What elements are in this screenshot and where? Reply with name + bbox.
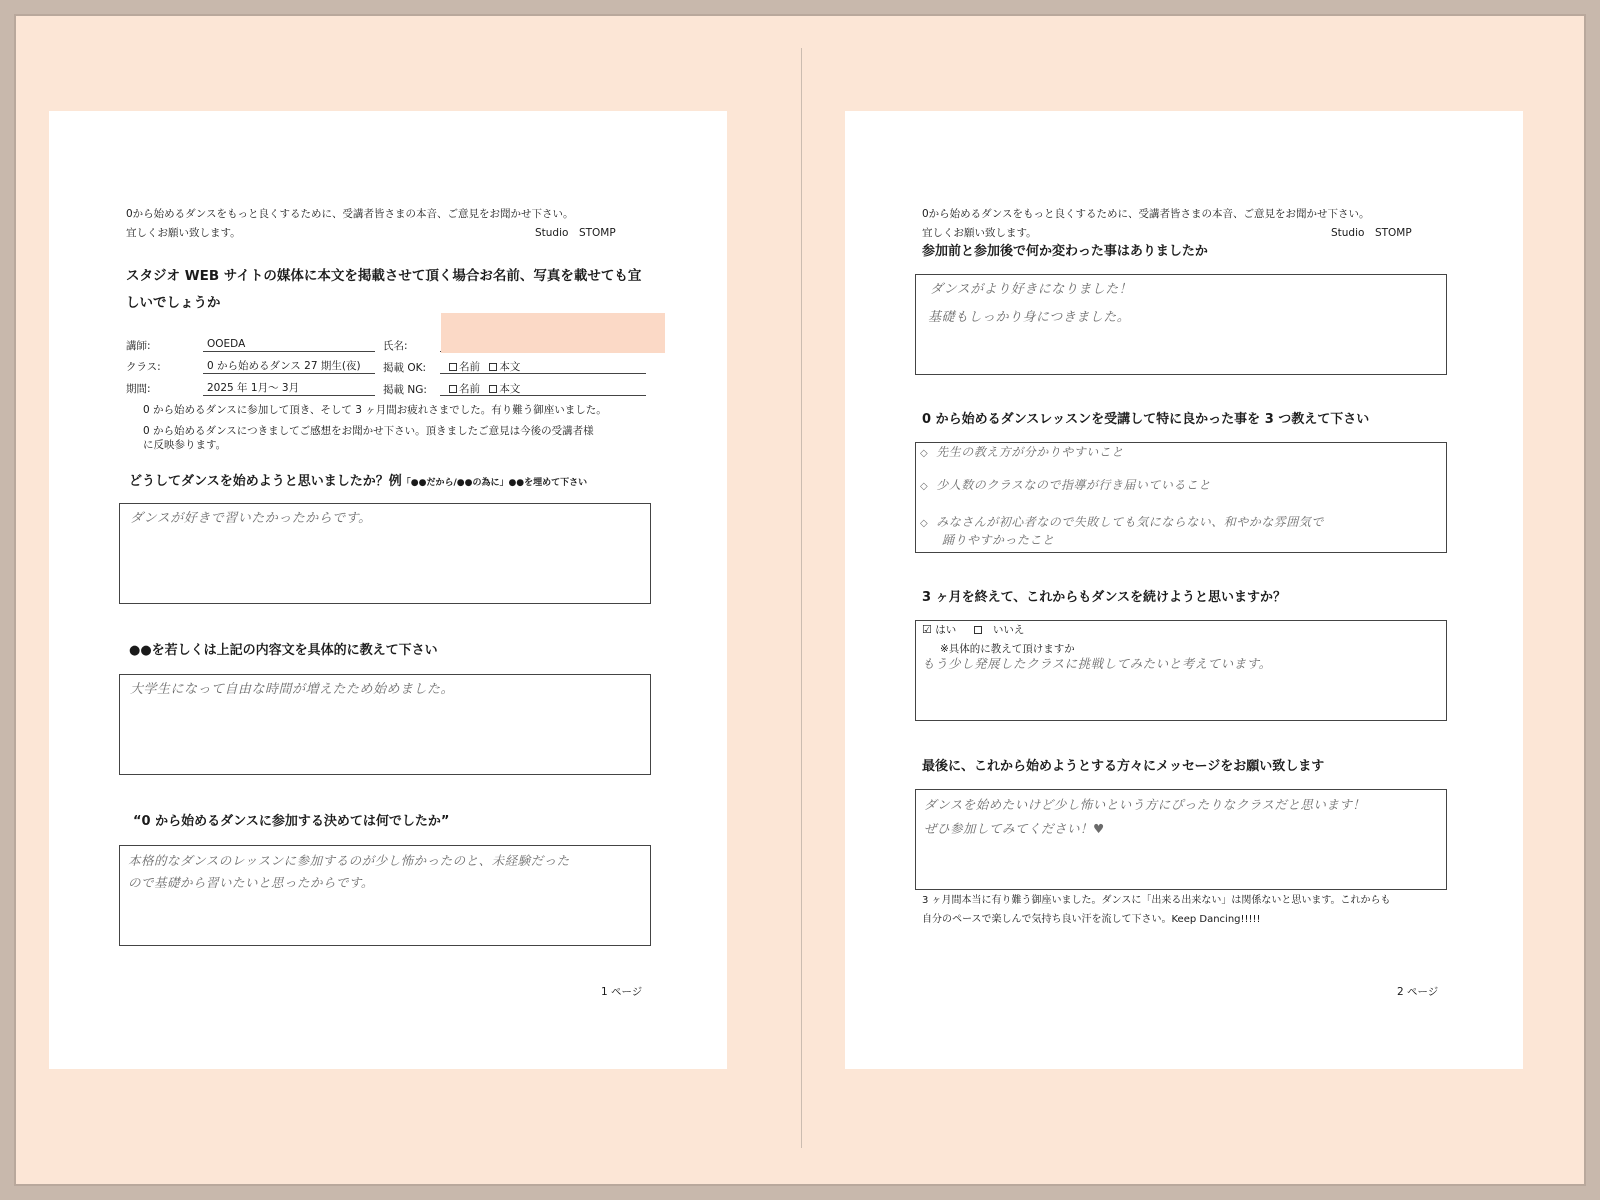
q7-answer-line2: ぜひ参加してみてください！♥ [924,821,1105,836]
diamond-bullet-icon: ◇ [920,518,929,529]
q6-options [922,623,1024,637]
closing-line2: 自分のペースで楽しんで気持ち良い汗を流して下さい。Keep Dancing!!!!! [922,914,1261,925]
header-intro-p2: 0から始めるダンスをもっと良くするために、受講者皆さまの本音、ご意見をお聞かせ下さい。 [922,208,1370,220]
publish-question-line2: しいでしょうか [126,295,221,311]
header-intro: 0から始めるダンスをもっと良くするために、受講者皆さまの本音、ご意見をお聞かせ下さい。 [126,208,574,220]
class-label: クラス: [126,361,161,373]
diamond-bullet-icon: ◇ [920,481,929,492]
ok-text-label: 本文 [499,361,521,373]
q5-item-1-text: 先生の教え方が分かりやすいこと [936,445,1124,459]
q5-answer-box[interactable] [915,442,1447,553]
ng-name-label: 名前 [459,383,480,395]
diamond-bullet-icon: ◇ [920,448,929,459]
instructor-underline [203,351,375,352]
ask-text-line1: 0 から始めるダンスにつきましてご感想をお聞かせ下さい。頂きましたご意見は今後の受講者様 [143,425,594,437]
publish-ng-underline [440,395,646,396]
q6-answer: もう少し発展したクラスに挑戦してみたいと考えています。 [922,656,1272,671]
class-underline [203,373,375,374]
q4-answer-line1: ダンスがより好きになりました！ [930,282,1133,297]
period-label: 期間: [126,383,151,395]
q1-answer-box[interactable] [119,503,651,604]
instructor-value: OOEDA [207,338,246,350]
q4-answer-line2: 基礎もしっかり身につきました。 [928,310,1131,325]
ok-name-checkbox[interactable] [449,363,457,371]
ask-text-line2: に反映参ります。 [143,439,227,451]
thanks-text: 0 から始めるダンスに参加して頂き、そして 3 ヶ月間お疲れさまでした。有り難う御座いました。 [143,404,607,416]
q6-yes-label: はい [935,624,957,636]
closing-line1: 3 ヶ月間本当に有り難う御座いました。ダンスに「出来る出来ない」は関係ないと思います。これからも [922,895,1391,906]
q7-answer-line1: ダンスを始めたいけど少し怖いという方にぴったりなクラスだと思います！ [924,797,1366,812]
q5-item-3-text: みなさんが初心者なので失敗しても気にならない、和やかな雰囲気で [936,515,1324,529]
q6-note: ※具体的に教えて頂けますか [940,643,1075,655]
period-value: 2025 年 1月～ 3月 [207,382,300,394]
instructor-label: 講師: [126,340,151,352]
q1-answer: ダンスが好きで習いたかったからです。 [130,511,372,526]
page-2 [845,111,1523,1069]
q1-text: どうしてダンスを始めようと思いましたか？例 [129,474,402,489]
publish-ok-label: 掲載 OK: [383,362,427,374]
ok-name-label: 名前 [459,361,480,373]
page-1 [49,111,727,1069]
q3-answer-line1: 本格的なダンスのレッスンに参加するのが少し怖かったのと、未経験だった [128,853,570,868]
q3-answer-line2: ので基礎から習いたいと思ったからです。 [128,875,374,890]
header-studio-p2: Studio STOMP [1331,227,1412,239]
header-studio: Studio STOMP [535,227,616,239]
publish-ok-underline [440,373,646,374]
publish-ng-options [449,382,520,396]
redacted-name [441,313,665,353]
q5-item-2 [920,474,1211,498]
q5-heading: 0 から始めるダンスレッスンを受講して特に良かった事を 3 つ教えて下さい [922,412,1370,427]
q5-item-3-cont: 踊りやすかったこと [942,533,1055,547]
q3-heading: “0 から始めるダンスに参加する決めては何でしたか” [133,814,450,829]
name-label: 氏名: [383,340,408,352]
publish-ok-options [449,360,520,374]
ng-name-checkbox[interactable] [449,385,457,393]
q1-example: 「●●だから/●●の為に」●●を埋めて下さい [401,478,588,488]
q4-heading: 参加前と参加後で何か変わった事はありましたか [922,244,1208,259]
page-1-number: 1 ページ [601,986,643,998]
ng-text-label: 本文 [499,383,521,395]
q5-item-2-text: 少人数のクラスなので指導が行き届いていること [936,478,1211,492]
page-divider [801,48,802,1148]
q2-answer-box[interactable] [119,674,651,775]
q2-answer: 大学生になって自由な時間が増えたため始めました。 [130,682,455,697]
q2-heading: ●●を若しくは上記の内容文を具体的に教えて下さい [129,643,438,658]
q3-answer-box[interactable] [119,845,651,946]
q5-item-1 [920,441,1124,465]
header-regards: 宜しくお願い致します。 [126,227,241,239]
q4-answer-box[interactable] [915,274,1447,375]
q7-answer-box[interactable] [915,789,1447,890]
publish-ng-label: 掲載 NG: [383,384,427,396]
checked-box-icon[interactable]: ☑ [922,623,932,636]
q1-heading [129,473,587,492]
page-2-number: 2 ページ [1397,986,1439,998]
ng-text-checkbox[interactable] [489,385,497,393]
q6-no-checkbox[interactable] [974,626,982,634]
ok-text-checkbox[interactable] [489,363,497,371]
q6-heading: 3 ヶ月を終えて、これからもダンスを続けようと思いますか？ [922,590,1287,605]
publish-question-line1: スタジオ WEB サイトの媒体に本文を掲載させて頂く場合お名前、写真を載せても宜 [126,268,642,284]
viewer-background [14,14,1586,1186]
class-value: 0 から始めるダンス 27 期生(夜) [207,360,361,372]
header-regards-p2: 宜しくお願い致します。 [922,227,1037,239]
q7-heading: 最後に、これから始めようとする方々にメッセージをお願い致します [922,759,1325,774]
period-underline [203,395,375,396]
q6-answer-box[interactable] [915,620,1447,721]
q6-no-label: いいえ [992,624,1025,636]
